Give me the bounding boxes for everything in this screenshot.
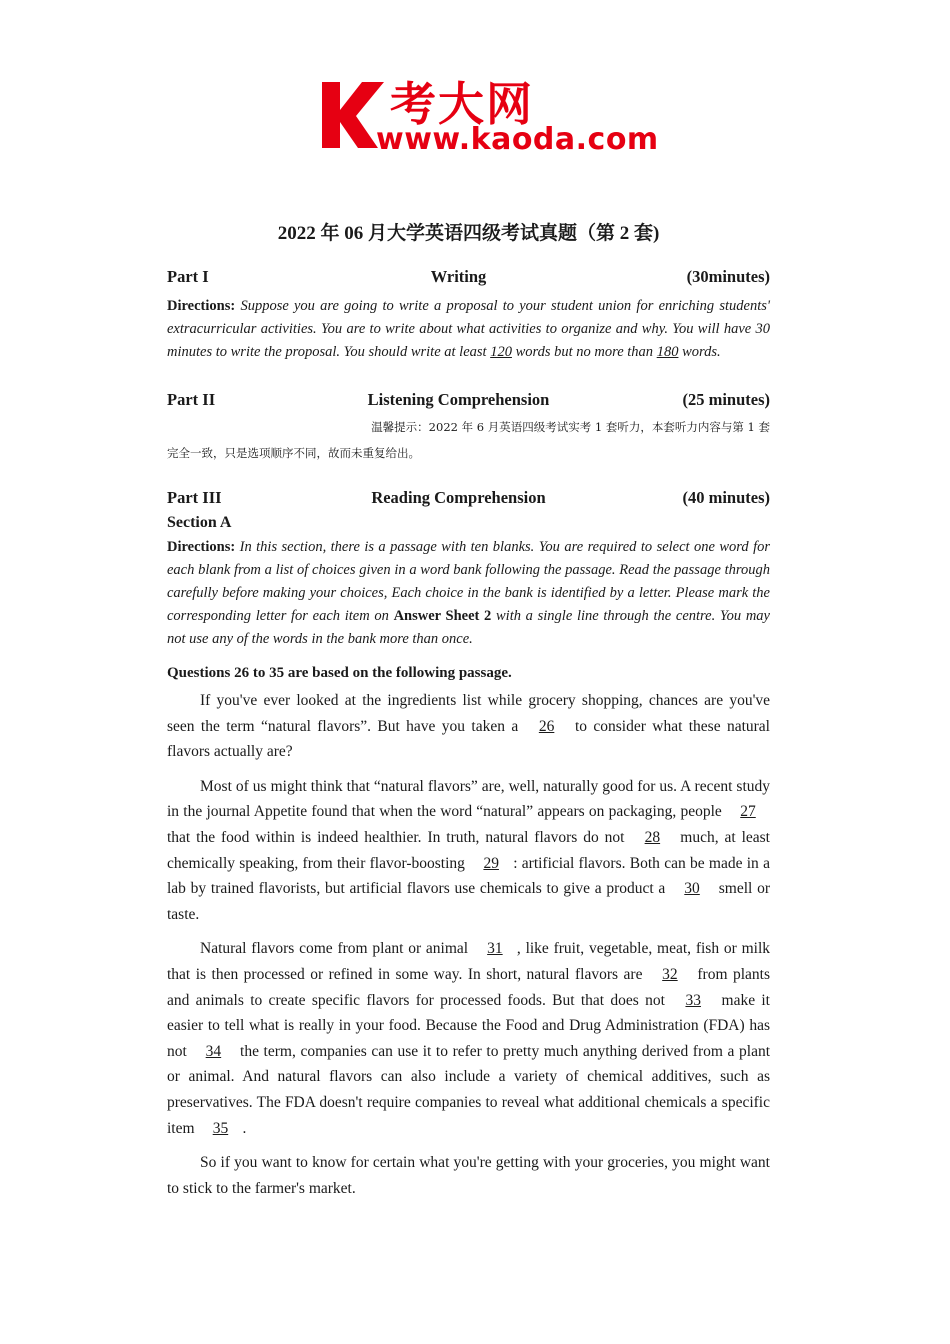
passage-text: that the food within is indeed healthier. In truth, natural flavors do not [167, 828, 631, 846]
passage-text: : artificial flavors. Both can be made in a lab by trained flavorists, but artificial flavors use chemicals to give a product a [167, 854, 770, 898]
part1-directions-text-3: words. [678, 344, 721, 360]
passage-paragraph-3 [167, 936, 770, 1141]
passage-paragraph-2 [167, 774, 770, 928]
part2-heading: Listening Comprehension [367, 390, 550, 409]
blank-33: 33 [685, 991, 701, 1009]
listening-note-line2: 完全一致，只是选项顺序不同，故而未重复给出。 [167, 446, 420, 460]
listening-note [167, 414, 770, 466]
part1-name: Part I [167, 267, 209, 286]
passage-text: Natural flavors come from plant or animal [200, 940, 473, 958]
blank-26: 26 [538, 717, 555, 735]
passage-text: make it easier to tell what is really in your food. Because the Food and Drug Administration (FDA) has not [167, 991, 770, 1060]
part3-directions-label: Directions: [167, 539, 236, 555]
passage-text: to consider what these natural flavors actually are? [167, 717, 770, 761]
part3-directions-text-2: with a single line through the centre. You may not use any of the words in the bank more than once. [167, 608, 770, 647]
part3-time: (40 minutes) [682, 488, 770, 507]
logo-chinese-text: 考大网 [390, 77, 534, 131]
passage-text: from plants and animals to create specific flavors for processed foods. But that does not [167, 965, 771, 1009]
questions-heading: Questions 26 to 35 are based on the following passage. [167, 665, 512, 681]
part3-name: Part III [167, 488, 222, 507]
section-a-heading: Section A [167, 514, 232, 531]
part1-directions-text: Suppose you are going to write a proposal to your student union for enriching students' extracurricular activities. You are to write about what activities to organize and why. You will have 30 minutes to write the proposal. You should write at least [167, 298, 770, 360]
passage-text: , like fruit, vegetable, meat, fish or milk that is then processed or refined in some way. In short, natural flavors are [167, 940, 770, 983]
part2-time: (25 minutes) [682, 390, 770, 409]
part2-header [167, 390, 770, 410]
part3-heading: Reading Comprehension [371, 488, 546, 507]
part1-directions [167, 295, 770, 364]
part1-header [167, 267, 770, 287]
passage-text: . [242, 1119, 247, 1137]
max-words: 180 [656, 344, 679, 360]
passage-text: much, at least chemically speaking, from their flavor-boosting [167, 828, 770, 872]
blank-32: 32 [662, 965, 678, 983]
blank-30: 30 [684, 880, 700, 898]
passage-text: Most of us might think that “natural flavors” are, well, naturally good for us. A recent study in the journal Appetite found that when the word “natural” appears on packaging, people [167, 777, 770, 821]
blank-34: 34 [205, 1042, 222, 1060]
passage-paragraph-1 [167, 688, 770, 765]
blank-31: 31 [487, 940, 503, 958]
passage-paragraph-4: So if you want to know for certain what you're getting with your groceries, you might want to stick to the farmer's market. [167, 1154, 770, 1197]
passage-text: smell or taste. [167, 880, 770, 923]
passage-text: If you've ever looked at the ingredients list while grocery shopping, chances are you've seen the term “natural flavors”. But have you taken a [167, 692, 770, 735]
part1-directions-text-2: words but no more than [511, 344, 657, 360]
answer-sheet-label: Answer Sheet 2 [393, 608, 492, 624]
logo-url: www.kaoda.com [376, 122, 659, 157]
blank-29: 29 [483, 854, 499, 872]
listening-note-line1: 温馨提示：2022 年 6 月英语四级考试实考 1 套听力，本套听力内容与第 1 套 [371, 420, 770, 434]
min-words: 120 [490, 344, 512, 360]
part1-heading: Writing [430, 267, 487, 286]
blank-28: 28 [644, 828, 661, 846]
part1-directions-label: Directions: [167, 298, 236, 314]
part3-directions [167, 536, 770, 651]
exam-content [167, 218, 770, 1201]
blank-27: 27 [740, 803, 756, 821]
part1-time: (30minutes) [686, 267, 770, 286]
passage-text: the term, companies can use it to refer to pretty much anything derived from a plant or animal. And natural flavors can also include a variety of chemical additives, such as preservatives. The FDA doesn't require companies to reveal what additional chemicals a specific item [167, 1042, 771, 1137]
part3-directions-text: In this section, there is a passage with ten blanks. You are required to select one word for each blank from a list of choices given in a word bank following the passage. Read the passage through carefully before making your choices, Each choice in the bank is identified by a letter. Please mark the corresponding letter for each item on [167, 539, 770, 624]
part2-name: Part II [167, 390, 216, 409]
blank-35: 35 [212, 1119, 229, 1137]
part3-header [167, 488, 770, 508]
page-title: 2022 年 06 月大学英语四级考试真题（第 2 套) [277, 223, 660, 244]
kaoda-logo [318, 72, 659, 162]
